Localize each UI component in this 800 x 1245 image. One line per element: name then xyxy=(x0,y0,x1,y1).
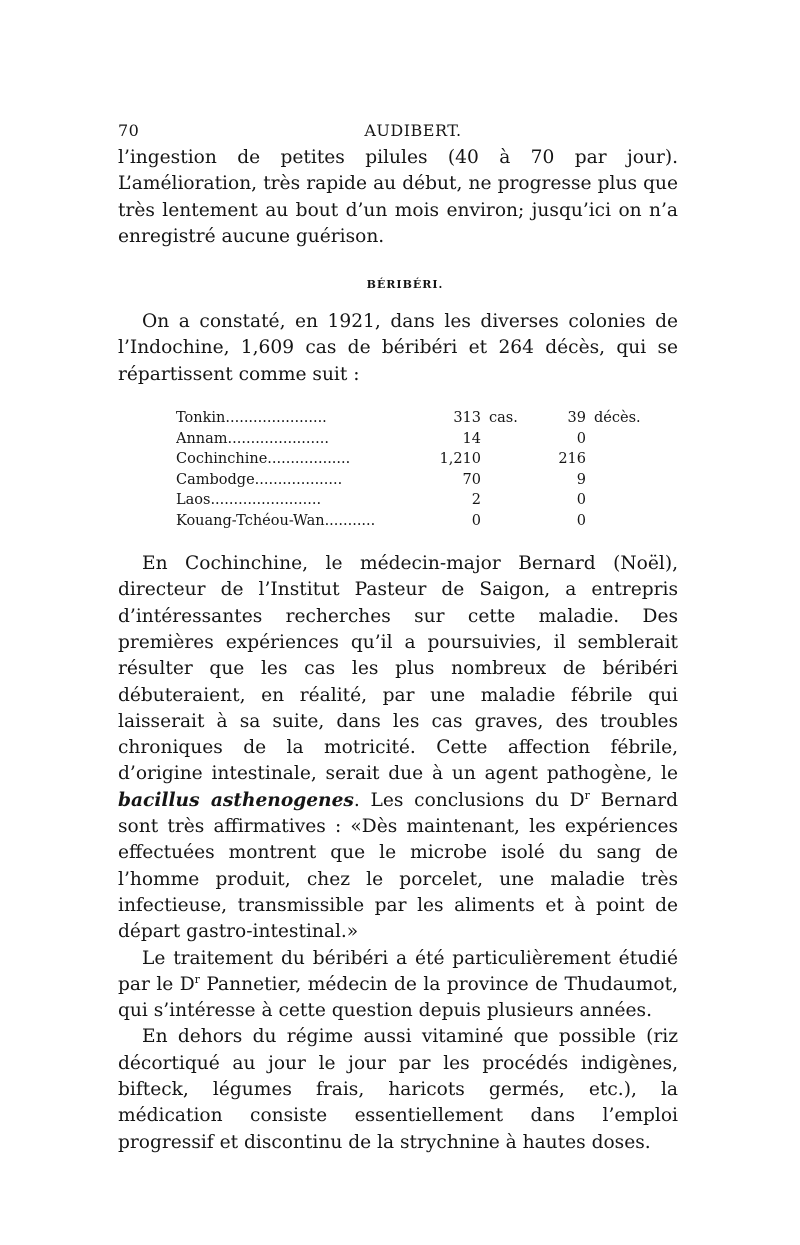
cas-label xyxy=(481,490,544,511)
dot-leader: .................. xyxy=(267,451,351,468)
cas-label xyxy=(481,470,544,491)
colony-label: Cambodge xyxy=(176,471,255,488)
deaths-value: 0 xyxy=(576,492,586,509)
colony-name xyxy=(176,429,431,450)
dot-leader: ...................... xyxy=(225,410,327,427)
paragraph-treatment: En dehors du régime aussi vitaminé que possible (riz décortiqué au jour le jour par les procédés indigènes, bifteck, légumes frais, haricots germés, etc.), la médication consiste essentiellement dans l’emploi progressif et discontinu de la strychnine à hautes doses. xyxy=(118,1026,678,1153)
deaths-value: 0 xyxy=(576,430,586,447)
colony-label: Kouang-Tchéou-Wan xyxy=(176,512,325,529)
deces-label xyxy=(586,470,654,491)
colony-label: Annam xyxy=(176,430,228,447)
cases-value: 2 xyxy=(471,492,481,509)
deces-label xyxy=(586,429,654,450)
table-row xyxy=(176,490,654,511)
bacillus-name: bacillus asthenogenes xyxy=(118,789,354,811)
cases-value: 14 xyxy=(462,430,481,447)
colony-name xyxy=(176,511,431,532)
colony-label: Laos xyxy=(176,492,211,509)
running-title: AUDIBERT. xyxy=(364,121,462,140)
dot-leader: ...................... xyxy=(227,430,329,447)
page-number: 70 xyxy=(118,121,140,140)
deaths-value: 39 xyxy=(567,410,586,427)
table-row xyxy=(176,408,654,429)
table-row xyxy=(176,449,654,470)
deces-label: décès. xyxy=(594,410,641,427)
table-row xyxy=(176,470,654,491)
cases-value: 70 xyxy=(462,471,481,488)
table-row xyxy=(176,429,654,450)
paragraph-beriberi-intro: On a constaté, en 1921, dans les diverses colonies de l’Indochine, 1,609 cas de béribéri et 264 décès, qui se répartissent comme suit : xyxy=(118,311,678,385)
table-row xyxy=(176,511,654,532)
colony-name xyxy=(176,408,431,429)
deaths-value: 9 xyxy=(576,471,586,488)
section-heading-beriberi: BÉRIBÉRI. xyxy=(366,278,444,292)
paragraph-text: . Les conclusions du D xyxy=(353,789,585,811)
deces-label xyxy=(586,490,654,511)
colony-label: Cochinchine xyxy=(176,451,268,468)
cases-value: 313 xyxy=(453,410,481,427)
colony-name xyxy=(176,449,431,470)
paragraph-continuation: l’ingestion de petites pilules (40 à 70 par jour). L’amélioration, très rapide au début, ne progresse plus que très lentement au bout d’un mois environ; jusqu’ici on n’a enregistré aucune guérison. xyxy=(118,147,678,247)
paragraph-bernard-research xyxy=(118,551,678,945)
superscript-r: r xyxy=(584,788,590,802)
colony-name xyxy=(176,470,431,491)
cas-label xyxy=(481,511,544,532)
paragraph-pannetier xyxy=(118,946,678,1025)
document-page xyxy=(118,115,678,1156)
cas-label: cas. xyxy=(489,410,518,427)
colony-name xyxy=(176,490,431,511)
paragraph-text: Bernard sont très affirmatives : «Dès maintenant, les expériences effectuées montrent que le microbe isolé du sang de l’homme produit, chez le porcelet, une maladie très infectieuse, transmissible par les aliments et à point de départ gastro-intestinal.» xyxy=(118,789,678,943)
cas-label xyxy=(481,449,544,470)
cas-label xyxy=(481,429,544,450)
cases-value: 1,210 xyxy=(439,451,481,468)
dot-leader: ................... xyxy=(254,471,343,488)
dot-leader: ........... xyxy=(324,512,376,529)
paragraph-text: En Cochinchine, le médecin-major Bernard (Noël), directeur de l’Institut Pasteur de Saigon, a entrepris d’intéressantes recherches sur cette maladie. Des premières expériences qu’il a poursuivies, il semblerait résulter que les cas les plus nombreux de béribéri débuteraient, en réalité, par une maladie fébrile qui laisserait à sa suite, dans les cas graves, des troubles chroniques de la motricité. Cette affection fébrile, d’origine intestinale, serait due à un agent pathogène, le xyxy=(118,553,678,785)
deaths-value: 216 xyxy=(558,451,586,468)
superscript-r: r xyxy=(194,972,200,986)
dot-leader: ........................ xyxy=(210,492,322,509)
cases-value: 0 xyxy=(471,512,481,529)
paragraph-text: Le traitement du béribéri a été particulièrement étudié par le D xyxy=(118,947,678,995)
paragraph-text: Pannetier, médecin de la province de Thudaumot, qui s’intéresse à cette question depuis plusieurs années. xyxy=(118,973,679,1022)
beriberi-statistics-table xyxy=(176,408,654,531)
deaths-value: 0 xyxy=(576,512,586,529)
deces-label xyxy=(586,511,654,532)
deces-label xyxy=(586,449,654,470)
colony-label: Tonkin xyxy=(176,410,226,427)
running-head xyxy=(118,115,678,145)
